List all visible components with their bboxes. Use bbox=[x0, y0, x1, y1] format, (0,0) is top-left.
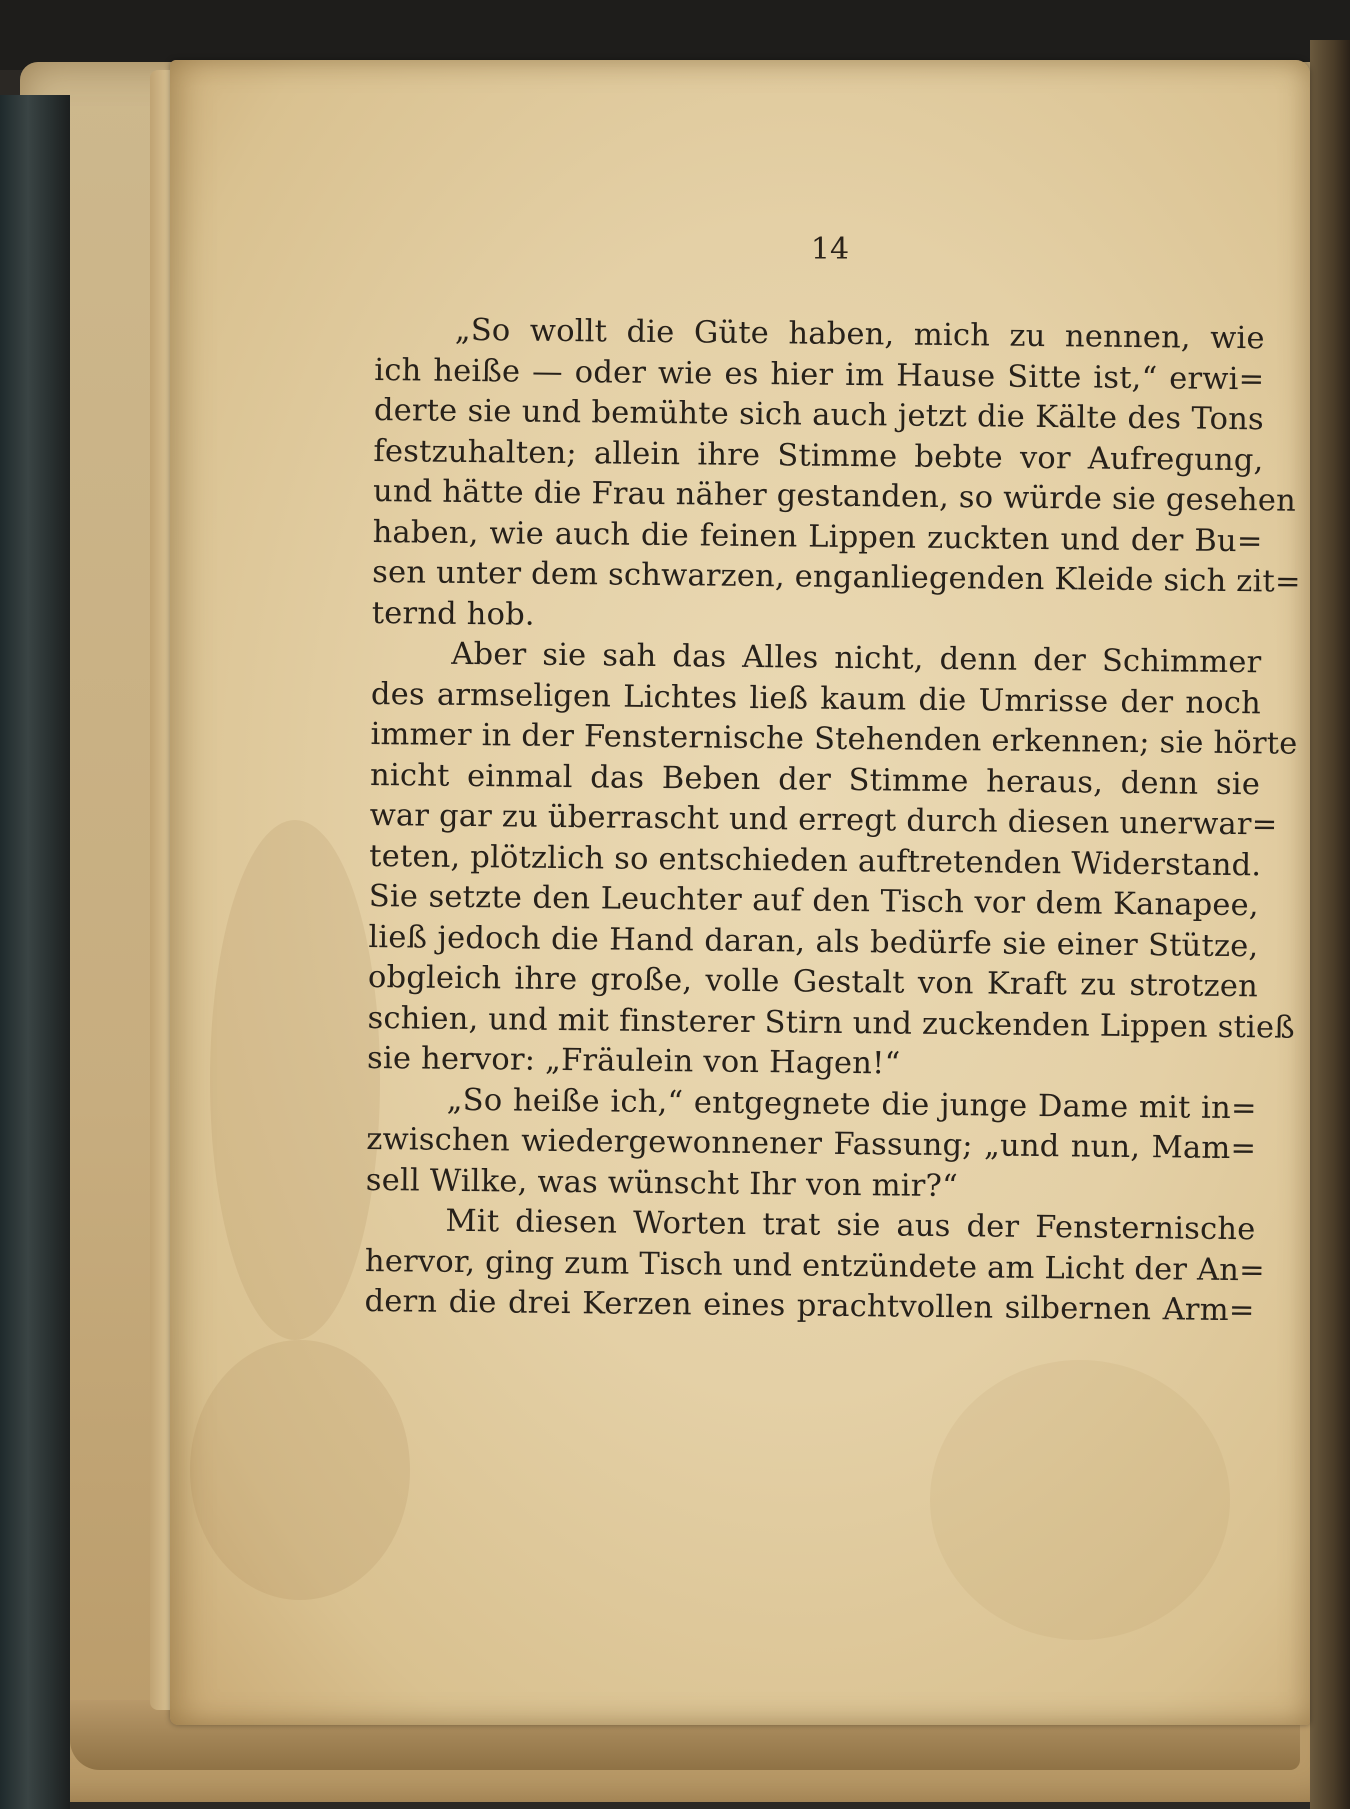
text-line: und hätte die Frau näher gestanden, so würde sie gesehen bbox=[372, 473, 1297, 519]
text-line: des armseligen Lichtes ließ kaum die Umrisse der noch bbox=[370, 676, 1262, 721]
text-line: ließ jedoch die Hand daran, als bedürfe sie einer Stütze, bbox=[368, 919, 1259, 964]
text-line: hervor, ging zum Tisch und entzündete am Licht der An= bbox=[364, 1243, 1266, 1288]
page-stain bbox=[190, 1340, 410, 1600]
text-line: Aber sie sah das Alles nicht, denn der Schimmer bbox=[451, 636, 1262, 681]
page-stain bbox=[930, 1360, 1230, 1640]
text-line: obgleich ihre große, volle Gestalt von Kraft zu strotzen bbox=[367, 959, 1259, 1005]
text-line: festzuhalten; allein ihre Stimme bebte vor Aufregung, bbox=[373, 433, 1264, 478]
text-line: sen unter dem schwarzen, enganliegenden Kleide sich zit= bbox=[372, 554, 1301, 600]
page-number: 14 bbox=[810, 232, 850, 267]
text-line: „So heiße ich,“ entgegnete die junge Dame mit in= bbox=[446, 1082, 1257, 1126]
book-cover-edge bbox=[1310, 40, 1350, 1809]
text-line: sie hervor: „Fräulein von Hagen!“ bbox=[366, 1040, 901, 1082]
text-line: derte sie und bemühte sich auch jetzt die Kälte des Tons bbox=[373, 392, 1265, 438]
page-stain bbox=[210, 820, 380, 1340]
text-line: ich heiße — oder wie es hier im Hause Sitte ist,“ erwi= bbox=[374, 352, 1265, 397]
text-line: haben, wie auch die feinen Lippen zuckten und der Bu= bbox=[372, 514, 1263, 559]
text-line: „So wollt die Güte haben, mich zu nennen, wie bbox=[454, 312, 1265, 357]
book-spine bbox=[0, 95, 70, 1809]
text-line: ternd hob. bbox=[371, 595, 535, 633]
text-line: dern die drei Kerzen eines prachtvollen silbernen Arm= bbox=[364, 1283, 1255, 1329]
text-line: schien, und mit finsterer Stirn und zuckenden Lippen stieß bbox=[367, 1000, 1295, 1046]
text-line: sell Wilke, was wünscht Ihr von mir?“ bbox=[365, 1162, 959, 1204]
text-line: war gar zu überrascht und erregt durch diesen unerwar= bbox=[369, 797, 1278, 843]
body-text bbox=[364, 310, 1301, 1332]
text-line: teten, plötzlich so entschieden auftretenden Widerstand. bbox=[369, 838, 1262, 883]
page-stack-edge bbox=[150, 70, 172, 1710]
text-line: nicht einmal das Beben der Stimme heraus, denn sie bbox=[369, 757, 1261, 802]
text-line: immer in der Fensternische Stehenden erkennen; sie hörte bbox=[370, 716, 1298, 762]
text-line: Mit diesen Worten trat sie aus der Fensternische bbox=[445, 1203, 1256, 1248]
text-line: zwischen wiedergewonnener Fassung; „und nun, Mam= bbox=[366, 1121, 1257, 1167]
text-line: Sie setzte den Leuchter auf den Tisch vor dem Kanapee, bbox=[368, 878, 1259, 924]
